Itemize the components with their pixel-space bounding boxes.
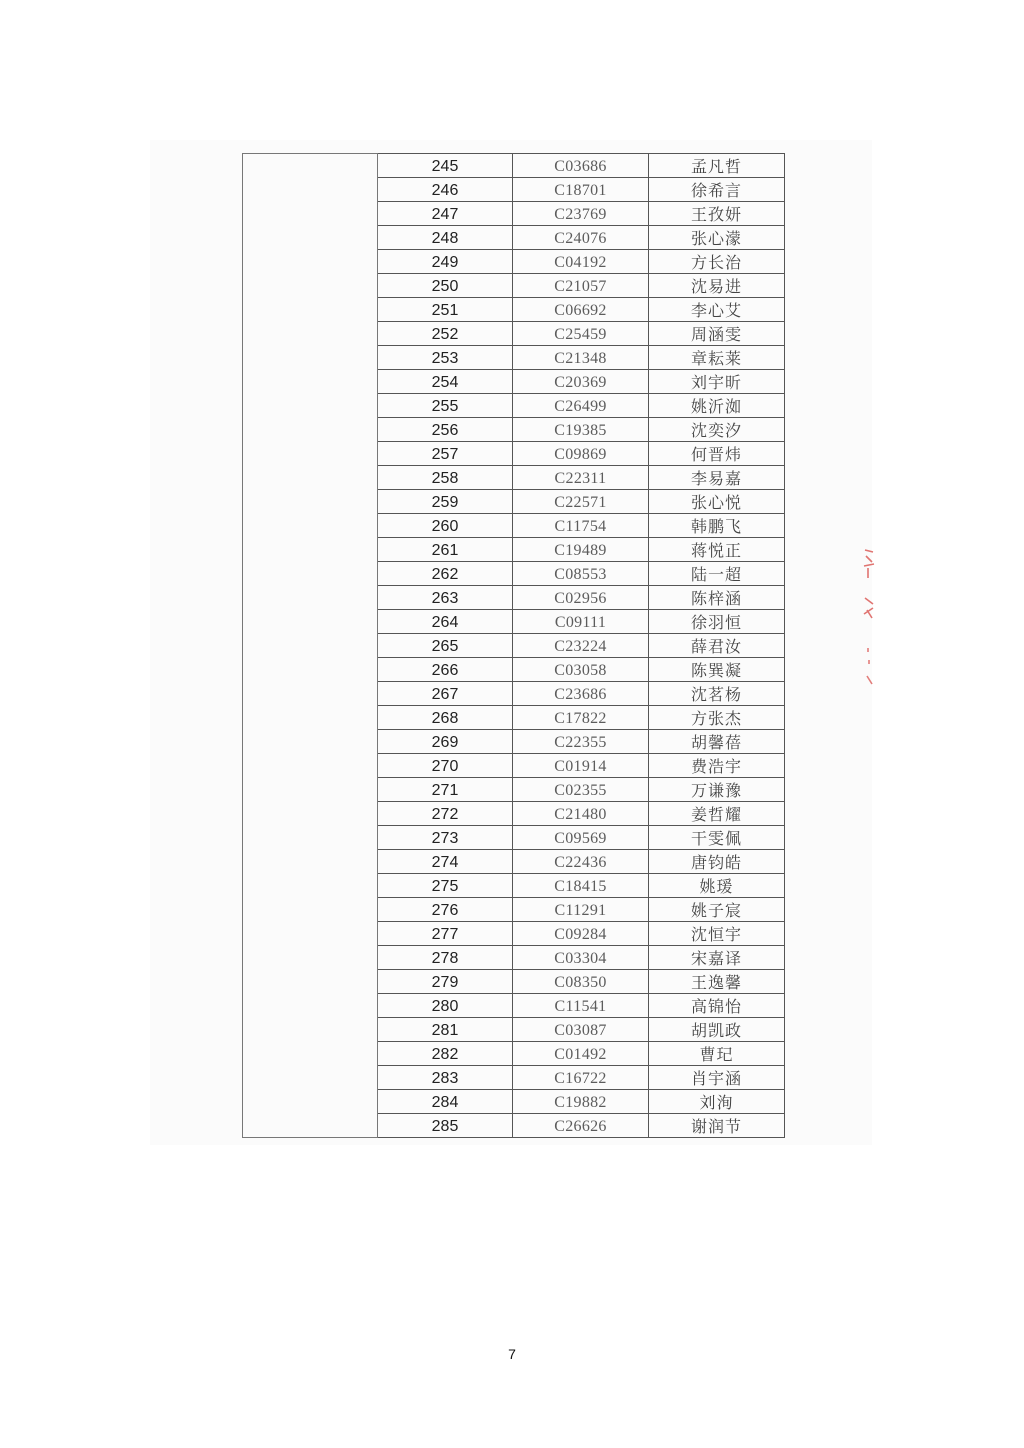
name-cell: 陆一超 bbox=[649, 562, 785, 586]
sequence-number-cell: 282 bbox=[378, 1042, 513, 1066]
roster-table-body bbox=[243, 154, 785, 1138]
sequence-number-cell: 257 bbox=[378, 442, 513, 466]
code-cell: C21057 bbox=[513, 274, 649, 298]
name-cell: 薛君汝 bbox=[649, 634, 785, 658]
name-cell: 费浩宇 bbox=[649, 754, 785, 778]
sequence-number-cell: 279 bbox=[378, 970, 513, 994]
name-cell: 李易嘉 bbox=[649, 466, 785, 490]
sequence-number-cell: 273 bbox=[378, 826, 513, 850]
code-cell: C02956 bbox=[513, 586, 649, 610]
sequence-number-cell: 280 bbox=[378, 994, 513, 1018]
code-cell: C24076 bbox=[513, 226, 649, 250]
code-cell: C18701 bbox=[513, 178, 649, 202]
name-cell: 胡凯政 bbox=[649, 1018, 785, 1042]
name-cell: 韩鹏飞 bbox=[649, 514, 785, 538]
sequence-number-cell: 248 bbox=[378, 226, 513, 250]
sequence-number-cell: 277 bbox=[378, 922, 513, 946]
sequence-number-cell: 276 bbox=[378, 898, 513, 922]
code-cell: C08553 bbox=[513, 562, 649, 586]
code-cell: C09284 bbox=[513, 922, 649, 946]
code-cell: C08350 bbox=[513, 970, 649, 994]
code-cell: C22355 bbox=[513, 730, 649, 754]
name-cell: 陈梓涵 bbox=[649, 586, 785, 610]
red-seal-fragment bbox=[862, 548, 876, 688]
name-cell: 谢润节 bbox=[649, 1114, 785, 1138]
code-cell: C01914 bbox=[513, 754, 649, 778]
seal-stroke bbox=[867, 648, 872, 684]
sequence-number-cell: 278 bbox=[378, 946, 513, 970]
code-cell: C22571 bbox=[513, 490, 649, 514]
sequence-number-cell: 251 bbox=[378, 298, 513, 322]
sequence-number-cell: 259 bbox=[378, 490, 513, 514]
name-cell: 王孜妍 bbox=[649, 202, 785, 226]
code-cell: C18415 bbox=[513, 874, 649, 898]
code-cell: C20369 bbox=[513, 370, 649, 394]
name-cell: 曹玘 bbox=[649, 1042, 785, 1066]
merged-blank-cell bbox=[243, 154, 378, 1138]
name-cell: 姚瑗 bbox=[649, 874, 785, 898]
name-cell: 宋嘉译 bbox=[649, 946, 785, 970]
sequence-number-cell: 250 bbox=[378, 274, 513, 298]
name-cell: 干雯佩 bbox=[649, 826, 785, 850]
code-cell: C23224 bbox=[513, 634, 649, 658]
code-cell: C03686 bbox=[513, 154, 649, 178]
seal-stroke bbox=[864, 598, 873, 618]
sequence-number-cell: 281 bbox=[378, 1018, 513, 1042]
code-cell: C09111 bbox=[513, 610, 649, 634]
sequence-number-cell: 256 bbox=[378, 418, 513, 442]
code-cell: C06692 bbox=[513, 298, 649, 322]
sequence-number-cell: 260 bbox=[378, 514, 513, 538]
name-cell: 孟凡哲 bbox=[649, 154, 785, 178]
sequence-number-cell: 255 bbox=[378, 394, 513, 418]
code-cell: C25459 bbox=[513, 322, 649, 346]
seal-stroke bbox=[864, 550, 874, 578]
code-cell: C09869 bbox=[513, 442, 649, 466]
sequence-number-cell: 246 bbox=[378, 178, 513, 202]
name-cell: 方张杰 bbox=[649, 706, 785, 730]
name-cell: 徐希言 bbox=[649, 178, 785, 202]
code-cell: C09569 bbox=[513, 826, 649, 850]
sequence-number-cell: 263 bbox=[378, 586, 513, 610]
sequence-number-cell: 283 bbox=[378, 1066, 513, 1090]
name-cell: 章耘莱 bbox=[649, 346, 785, 370]
name-cell: 王逸馨 bbox=[649, 970, 785, 994]
sequence-number-cell: 265 bbox=[378, 634, 513, 658]
sequence-number-cell: 268 bbox=[378, 706, 513, 730]
code-cell: C23769 bbox=[513, 202, 649, 226]
code-cell: C03087 bbox=[513, 1018, 649, 1042]
page-number: 7 bbox=[508, 1346, 516, 1362]
name-cell: 万谦豫 bbox=[649, 778, 785, 802]
name-cell: 蒋悦正 bbox=[649, 538, 785, 562]
name-cell: 刘洵 bbox=[649, 1090, 785, 1114]
sequence-number-cell: 274 bbox=[378, 850, 513, 874]
name-cell: 陈巽凝 bbox=[649, 658, 785, 682]
sequence-number-cell: 249 bbox=[378, 250, 513, 274]
sequence-number-cell: 272 bbox=[378, 802, 513, 826]
sequence-number-cell: 258 bbox=[378, 466, 513, 490]
name-cell: 胡馨蓓 bbox=[649, 730, 785, 754]
sequence-number-cell: 275 bbox=[378, 874, 513, 898]
name-cell: 沈茗杨 bbox=[649, 682, 785, 706]
roster-table bbox=[242, 153, 785, 1138]
code-cell: C16722 bbox=[513, 1066, 649, 1090]
name-cell: 姜哲耀 bbox=[649, 802, 785, 826]
code-cell: C22311 bbox=[513, 466, 649, 490]
code-cell: C22436 bbox=[513, 850, 649, 874]
name-cell: 高锦怡 bbox=[649, 994, 785, 1018]
name-cell: 沈奕汐 bbox=[649, 418, 785, 442]
name-cell: 方长治 bbox=[649, 250, 785, 274]
code-cell: C26626 bbox=[513, 1114, 649, 1138]
sequence-number-cell: 245 bbox=[378, 154, 513, 178]
name-cell: 刘宇昕 bbox=[649, 370, 785, 394]
code-cell: C19489 bbox=[513, 538, 649, 562]
name-cell: 周涵雯 bbox=[649, 322, 785, 346]
name-cell: 沈易进 bbox=[649, 274, 785, 298]
code-cell: C02355 bbox=[513, 778, 649, 802]
name-cell: 肖宇涵 bbox=[649, 1066, 785, 1090]
name-cell: 张心濛 bbox=[649, 226, 785, 250]
code-cell: C11541 bbox=[513, 994, 649, 1018]
code-cell: C03058 bbox=[513, 658, 649, 682]
name-cell: 李心艾 bbox=[649, 298, 785, 322]
name-cell: 何晋炜 bbox=[649, 442, 785, 466]
code-cell: C21348 bbox=[513, 346, 649, 370]
sequence-number-cell: 253 bbox=[378, 346, 513, 370]
code-cell: C11754 bbox=[513, 514, 649, 538]
code-cell: C03304 bbox=[513, 946, 649, 970]
roster-table-container bbox=[242, 153, 784, 1136]
name-cell: 沈恒宇 bbox=[649, 922, 785, 946]
sequence-number-cell: 270 bbox=[378, 754, 513, 778]
code-cell: C19882 bbox=[513, 1090, 649, 1114]
code-cell: C11291 bbox=[513, 898, 649, 922]
sequence-number-cell: 262 bbox=[378, 562, 513, 586]
code-cell: C17822 bbox=[513, 706, 649, 730]
code-cell: C01492 bbox=[513, 1042, 649, 1066]
name-cell: 唐钧皓 bbox=[649, 850, 785, 874]
code-cell: C19385 bbox=[513, 418, 649, 442]
sequence-number-cell: 247 bbox=[378, 202, 513, 226]
sequence-number-cell: 285 bbox=[378, 1114, 513, 1138]
sequence-number-cell: 261 bbox=[378, 538, 513, 562]
sequence-number-cell: 267 bbox=[378, 682, 513, 706]
code-cell: C23686 bbox=[513, 682, 649, 706]
sequence-number-cell: 254 bbox=[378, 370, 513, 394]
name-cell: 徐羽恒 bbox=[649, 610, 785, 634]
code-cell: C26499 bbox=[513, 394, 649, 418]
code-cell: C04192 bbox=[513, 250, 649, 274]
name-cell: 姚子宸 bbox=[649, 898, 785, 922]
sequence-number-cell: 271 bbox=[378, 778, 513, 802]
table-row bbox=[243, 154, 785, 178]
code-cell: C21480 bbox=[513, 802, 649, 826]
sequence-number-cell: 264 bbox=[378, 610, 513, 634]
sequence-number-cell: 269 bbox=[378, 730, 513, 754]
name-cell: 姚沂洳 bbox=[649, 394, 785, 418]
sequence-number-cell: 252 bbox=[378, 322, 513, 346]
sequence-number-cell: 266 bbox=[378, 658, 513, 682]
sequence-number-cell: 284 bbox=[378, 1090, 513, 1114]
name-cell: 张心悦 bbox=[649, 490, 785, 514]
